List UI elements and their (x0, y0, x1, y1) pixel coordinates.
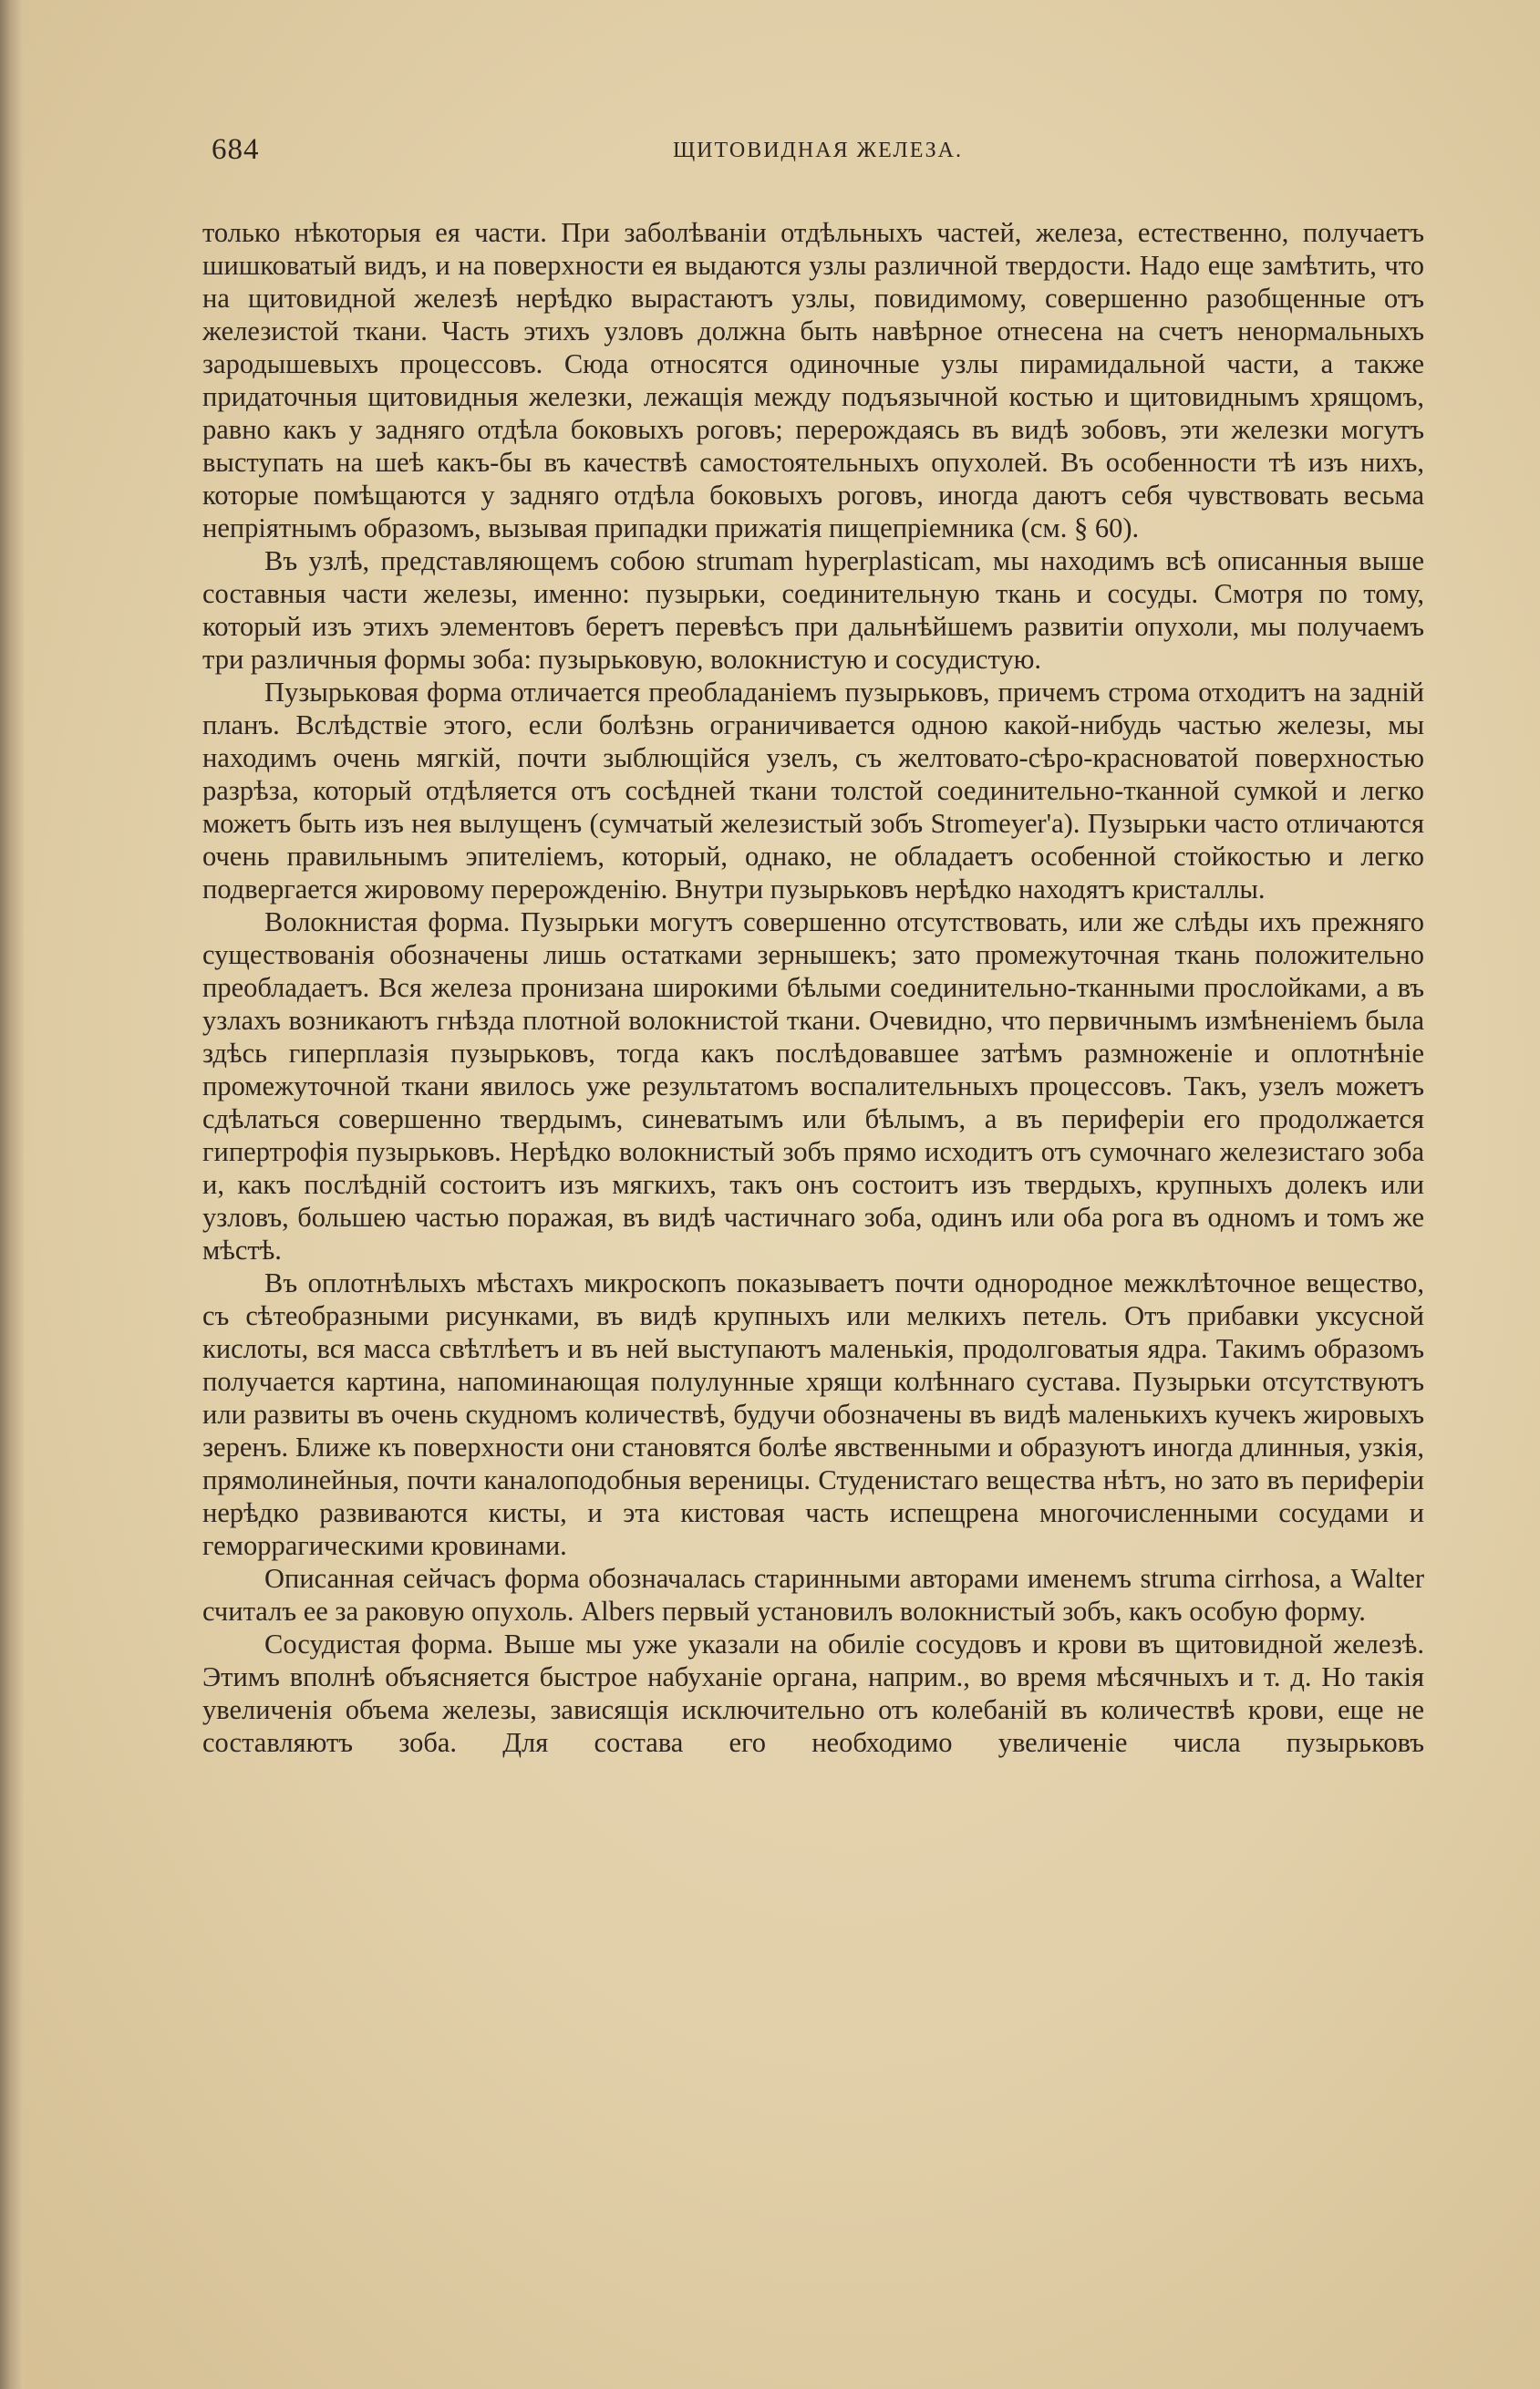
paragraph: Въ узлѣ, представляющемъ собою strumam hyperplasticam, мы находимъ всѣ описанныя выше составныя части железы, именно: пузырьки, соединительную ткань и сосуды. Смотря по тому, который изъ этихъ элементовъ беретъ перевѣсъ при дальнѣйшемъ развитіи опухоли, мы получаемъ три различныя формы зоба: пузырьковую, волокнистую и сосудистую. (202, 545, 1424, 675)
paragraph: Сосудистая форма. Выше мы уже указали на обиліе сосудовъ и крови въ щитовидной железѣ. Этимъ вполнѣ объясняется быстрое набуханіе органа, наприм., во время мѣсячныхъ и т. д. Но такія увеличенія объема железы, зависящія исключительно отъ колебаній въ количествѣ крови, еще не составляютъ зоба. Для состава его необходимо увеличеніе числа пузырьковъ (202, 1629, 1424, 1758)
body-text (202, 216, 1424, 1759)
paragraph: Описанная сейчасъ форма обозначалась старинными авторами именемъ struma cirrhosa, а Walter считалъ ее за раковую опухоль. Albers первый установилъ волокнистый зобъ, какъ особую форму. (202, 1563, 1424, 1627)
paragraph: Пузырьковая форма отличается преобладаніемъ пузырьковъ, причемъ строма отходитъ на задній планъ. Вслѣдствіе этого, если болѣзнь ограничивается одною какой-нибудь частью железы, мы находимъ очень мягкій, почти зыблющійся узелъ, съ желтовато-сѣро-красноватой поверхностью разрѣза, который отдѣляется отъ сосѣдней ткани толстой соединительно-тканной сумкой и легко можетъ быть изъ нея вылущенъ (сумчатый железистый зобъ Stromeyer'а). Пузырьки часто отличаются очень правильнымъ эпителіемъ, который, однако, не обладаетъ особенной стойкостью и легко подвергается жировому перерожденію. Внутри пузырьковъ нерѣдко находятъ кристаллы. (202, 677, 1424, 905)
page-number: 684 (212, 133, 260, 166)
book-spine-shadow (0, 0, 24, 2389)
paragraph: Въ оплотнѣлыхъ мѣстахъ микроскопъ показываетъ почти однородное межклѣточное вещество, съ сѣтеобразными рисунками, въ видѣ крупныхъ или мелкихъ петель. Отъ прибавки уксусной кислоты, вся масса свѣтлѣетъ и въ ней выступаютъ маленькія, продолговатыя ядра. Такимъ образомъ получается картина, напоминающая полулунные хрящи колѣннаго сустава. Пузырьки отсутствуютъ или развиты въ очень скудномъ количествѣ, будучи обозначены въ видѣ маленькихъ кучекъ жировыхъ зеренъ. Ближе къ поверхности они становятся болѣе явственными и образуютъ иногда длинныя, узкія, прямолинейныя, почти каналоподобныя вереницы. Студенистаго вещества нѣтъ, но зато въ периферіи нерѣдко развиваются кисты, и эта кистовая часть испещрена многочисленными сосудами и геморрагическими кровинами. (202, 1267, 1424, 1561)
paragraph-continued: только нѣкоторыя ея части. При заболѣваніи отдѣльныхъ частей, железа, естественно, получаетъ шишковатый видъ, и на поверхности ея выдаются узлы различной твердости. Надо еще замѣтить, что на щитовидной железѣ нерѣдко вырастаютъ узлы, повидимому, совершенно разобщенные отъ железистой ткани. Часть этихъ узловъ должна быть навѣрное отнесена на счетъ ненормальныхъ зародышевыхъ процессовъ. Сюда относятся одиночные узлы пирамидальной части, а также придаточныя щитовидныя железки, лежащія между подъязычной костью и щитовиднымъ хрящомъ, равно какъ у задняго отдѣла боковыхъ роговъ; перерождаясь въ видѣ зобовъ, эти железки могутъ выступать на шеѣ какъ-бы въ качествѣ самостоятельныхъ опухолей. Въ особенности тѣ изъ нихъ, которые помѣщаются у задняго отдѣла боковыхъ роговъ, иногда даютъ себя чувствовать весьма непріятнымъ образомъ, вызывая припадки прижатія пищепріемника (см. § 60). (202, 217, 1424, 543)
running-title: ЩИТОВИДНАЯ ЖЕЛЕЗА. (672, 139, 964, 162)
page-header (212, 133, 1424, 179)
paragraph: Волокнистая форма. Пузырьки могутъ совершенно отсутствовать, или же слѣды ихъ прежняго существованія обозначены лишь остатками зернышекъ; зато промежуточная ткань положительно преобладаетъ. Вся железа пронизана широкими бѣлыми соединительно-тканными прослойками, а въ узлахъ возникаютъ гнѣзда плотной волокнистой ткани. Очевидно, что первичнымъ измѣненіемъ была здѣсь гиперплазія пузырьковъ, тогда какъ послѣдовавшее затѣмъ размноженіе и оплотнѣніе промежуточной ткани явилось уже результатомъ воспалительныхъ процессовъ. Такъ, узелъ можетъ сдѣлаться совершенно твердымъ, синеватымъ или бѣлымъ, а въ периферіи его продолжается гипертрофія пузырьковъ. Нерѣдко волокнистый зобъ прямо исходитъ отъ сумочнаго железистаго зоба и, какъ послѣдній состоитъ изъ мягкихъ, такъ онъ состоитъ изъ твердыхъ, крупныхъ долекъ или узловъ, большею частью поражая, въ видѣ частичнаго зоба, одинъ или оба рога въ одномъ и томъ же мѣстѣ. (202, 906, 1424, 1266)
